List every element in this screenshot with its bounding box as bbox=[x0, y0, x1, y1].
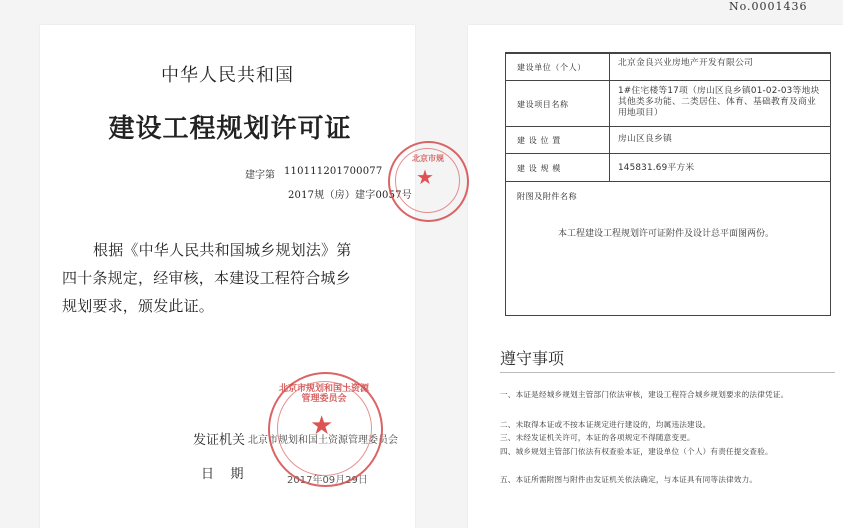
attachment-row bbox=[506, 181, 830, 316]
permit-number-prefix: 建字第 bbox=[245, 170, 275, 181]
notice-item-5: 五、本证所需附图与附件由发证机关依法确定，与本证具有同等法律效力。 bbox=[500, 475, 758, 484]
table-value: 北京金良兴业房地产开发有限公司 bbox=[618, 58, 753, 68]
star-icon: ★ bbox=[416, 165, 434, 189]
table-label: 建 设 位 置 bbox=[506, 127, 610, 154]
permit-body-line-3: 规划要求，颁发此证。 bbox=[62, 297, 215, 315]
permit-body-line-2: 四十条规定，经审核，本建设工程符合城乡 bbox=[62, 269, 351, 287]
notice-item-4: 四、城乡规划主管部门依法有权查验本证，建设单位（个人）有责任提交查验。 bbox=[500, 447, 773, 456]
issuer-label: 发证机关 bbox=[193, 433, 246, 448]
top-seal-text: 北京市规 bbox=[412, 154, 444, 163]
table-label: 建设单位（个人） bbox=[506, 54, 610, 81]
seal-text: 北京市规划和国土资源管理委员会 bbox=[278, 384, 369, 404]
document-title: 建设工程规划许可证 bbox=[108, 114, 352, 144]
table-row bbox=[506, 153, 830, 182]
permit-detail-table bbox=[505, 52, 831, 316]
table-label: 建设项目名称 bbox=[506, 81, 610, 127]
table-value: 145831.69平方米 bbox=[618, 163, 695, 173]
top-seal bbox=[388, 141, 469, 222]
table-row bbox=[506, 53, 830, 81]
notice-item-1: 一、本证是经城乡规划主管部门依法审核，建设工程符合城乡规划要求的法律凭证。 bbox=[500, 390, 789, 399]
permit-number: 110111201700077 bbox=[284, 166, 383, 177]
issuer-name: 北京市规划和国土资源管理委员会 bbox=[248, 435, 398, 446]
attachment-text: 本工程建设工程规划许可证附件及设计总平面图两份。 bbox=[558, 229, 775, 239]
permit-subnumber: 2017规（房）建字0057号 bbox=[288, 190, 412, 201]
official-seal bbox=[268, 372, 383, 487]
notice-title: 遵守事项 bbox=[500, 349, 565, 368]
table-value: 房山区良乡镇 bbox=[618, 134, 672, 144]
table-label: 建 设 规 模 bbox=[506, 154, 610, 182]
star-icon: ★ bbox=[310, 411, 334, 441]
country-title: 中华人民共和国 bbox=[161, 65, 294, 86]
notice-item-2: 二、未取得本证或不按本证规定进行建设的，均属违法建设。 bbox=[500, 420, 711, 429]
table-value: 1#住宅楼等17项（房山区良乡镇01-02-03等地块其他类多功能、二类居住、体育、基础教育及商业用地项目） bbox=[618, 86, 820, 118]
date-label: 日 期 bbox=[201, 467, 244, 482]
attachment-label: 附图及附件名称 bbox=[517, 192, 578, 201]
table-row bbox=[506, 80, 830, 127]
date-value: 2017年09月29日 bbox=[287, 475, 368, 486]
notice-item-3: 三、未经发证机关许可，本证的各项规定不得随意变更。 bbox=[500, 433, 695, 442]
permit-body-line-1: 根据《中华人民共和国城乡规划法》第 bbox=[93, 241, 352, 259]
table-row bbox=[506, 126, 830, 154]
notice-divider bbox=[500, 372, 835, 373]
serial-number: No.0001436 bbox=[729, 0, 808, 13]
